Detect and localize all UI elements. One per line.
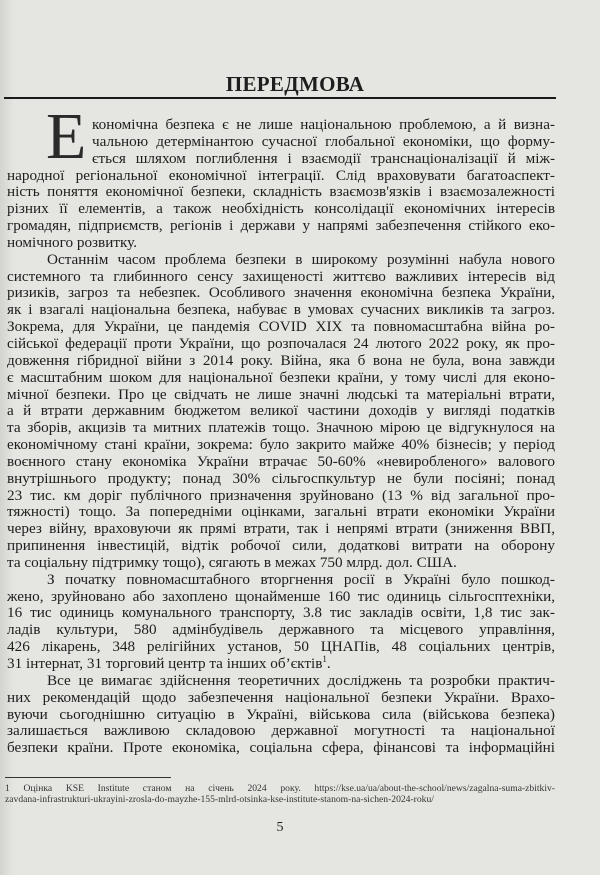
body-text	[7, 117, 555, 757]
text-line: Зокрема, для України, це пандемія COVID XIX та повномасштабна війна ро-	[7, 318, 555, 336]
text-line: громадян, підприємств, регіонів і держави у напрямі забезпечення стійкого еко-	[7, 217, 555, 235]
text-line: 16 тис одиниць комунального транспорту, 3.8 тис закладів освіти, 1,8 тис зак-	[7, 604, 555, 622]
text-line: як і взагалі національна безпека, набуває в умовах сучасних викликів та загроз.	[7, 301, 555, 319]
text-line: 426 лікарень, 348 релігійних установ, 50 ЦНАПів, 48 соціальних центрів,	[7, 638, 555, 656]
text-line: 23 тис. км доріг публічного призначення зруйновано (13 % від загальної про-	[7, 486, 555, 504]
text-line: З початку повномасштабного вторгнення росії в Україні було пошкод-	[47, 570, 555, 588]
footnote-line: 1 Оцінка KSE Institute станом на січень 2024 року. https://kse.ua/ua/about-the-school/news/zagalna-suma-zbitkiv-	[5, 783, 555, 794]
text-line: та зборів, акцизів та митних платежів тощо. Значною мірою це відгукнулося на	[7, 419, 555, 437]
footnote	[5, 784, 555, 805]
text-line: довження гібридної війни з 2014 року. Війна, яка б вона не була, вона завжди	[7, 351, 555, 369]
text-line: чальною детермінантою сучасної глобальної економіки, що форму-	[92, 132, 555, 150]
text-line-content: 31 інтернат, 31 торговий центр та інших об’єктів	[7, 655, 323, 672]
text-line: є масштабним шоком для національної безпеки країни, у тому числі для еконо-	[7, 368, 555, 386]
text-line: ється шляхом поглиблення і взаємодії транснаціоналізації й між-	[92, 149, 555, 167]
text-line: через війну, враховуючи як прямі втрати, так і непрямі втрати (зниження ВВП,	[7, 520, 555, 538]
text-line: внутрішнього продукту; понад 30% сільгоспкультур не були посіяні; понад	[7, 469, 555, 487]
text-line: сійської федерації проти України, що розпочалася 24 лютого 2022 року, як про-	[7, 334, 555, 352]
text-line: номічного розвитку.	[7, 233, 138, 251]
text-line: залишається важливою складовою державної могутності та національної	[7, 722, 555, 740]
drop-cap: Е	[46, 100, 87, 173]
text-line: вуючи сьогоднішню ситуацію в Україні, військова сила (військова безпека)	[7, 705, 555, 723]
text-line: тяжності) тощо. За попередніми оцінками, загальні втрати економіки України	[7, 503, 555, 521]
text-line: економічному стані країни, зокрема: було закрито майже 40% бізнесів; у період	[7, 436, 555, 454]
title-rule	[4, 97, 556, 99]
page-number: 5	[276, 820, 284, 835]
footnote-line: zavdana-infrastrukturi-ukrayini-zrosla-do-mayzhe-155-mlrd-otsinka-kse-institute-stanom-na-sichen-2024-roku/	[5, 793, 434, 805]
text-line: Все це вимагає здійснення теоретичних досліджень та розробки практич-	[47, 671, 555, 689]
text-line: жено, зруйновано або захоплено щонайменше 160 тис одиниць сільгосптехніки,	[7, 587, 555, 605]
text-line: Останнім часом проблема безпеки в широкому розумінні набула нового	[47, 250, 555, 268]
text-line: мічної безпеки. Про це свідчать не лише значні людські та матеріальні втрати,	[7, 385, 555, 403]
text-line: припинення інвестицій, відтік робочої сили, додаткові витрати на оборону	[7, 537, 555, 555]
text-line: ність поняття економічної безпеки, складність взаємозв'язків і взаємозалежності	[7, 183, 555, 201]
text-line: кономічна безпека є не лише національною проблемою, а й визна-	[92, 116, 555, 133]
text-line: безпеки країни. Проте економіка, соціальна сфера, фінансові та інформаційні	[7, 739, 555, 757]
text-line: воєнного стану економіка України втрачає 50-60% «невиробленого» валового	[7, 452, 555, 470]
text-line: системного та глибинного сенсу захищеності життєво важливих інтересів від	[7, 267, 555, 285]
footnote-rule	[5, 777, 171, 778]
page-title: ПЕРЕДМОВА	[225, 72, 365, 96]
text-line: них рекомендацій щодо забезпечення національної безпеки України. Врахо-	[7, 688, 555, 706]
text-line: ризиків, загроз та небезпек. Особливого значення економічна безпека України,	[7, 284, 555, 302]
text-line: ладів культури, 580 адмінбудівель державного та місцевого управління,	[7, 621, 555, 639]
sentence-end: .	[326, 655, 331, 672]
text-line: різних її елементів, а також необхідність консолідації економічних інтересів	[7, 200, 555, 218]
text-line: народної регіональної економічної інтеграції. Слід враховувати багатоаспект-	[7, 166, 555, 184]
footnote-reference[interactable]: 1	[322, 653, 327, 664]
text-line: а й втрати державним бюджетом великої частини доходів у вигляді податків	[7, 402, 555, 420]
text-line	[7, 653, 555, 673]
text-line: та соціальну підтримку тощо), сягають в межах 750 млрд. дол. США.	[7, 553, 457, 571]
